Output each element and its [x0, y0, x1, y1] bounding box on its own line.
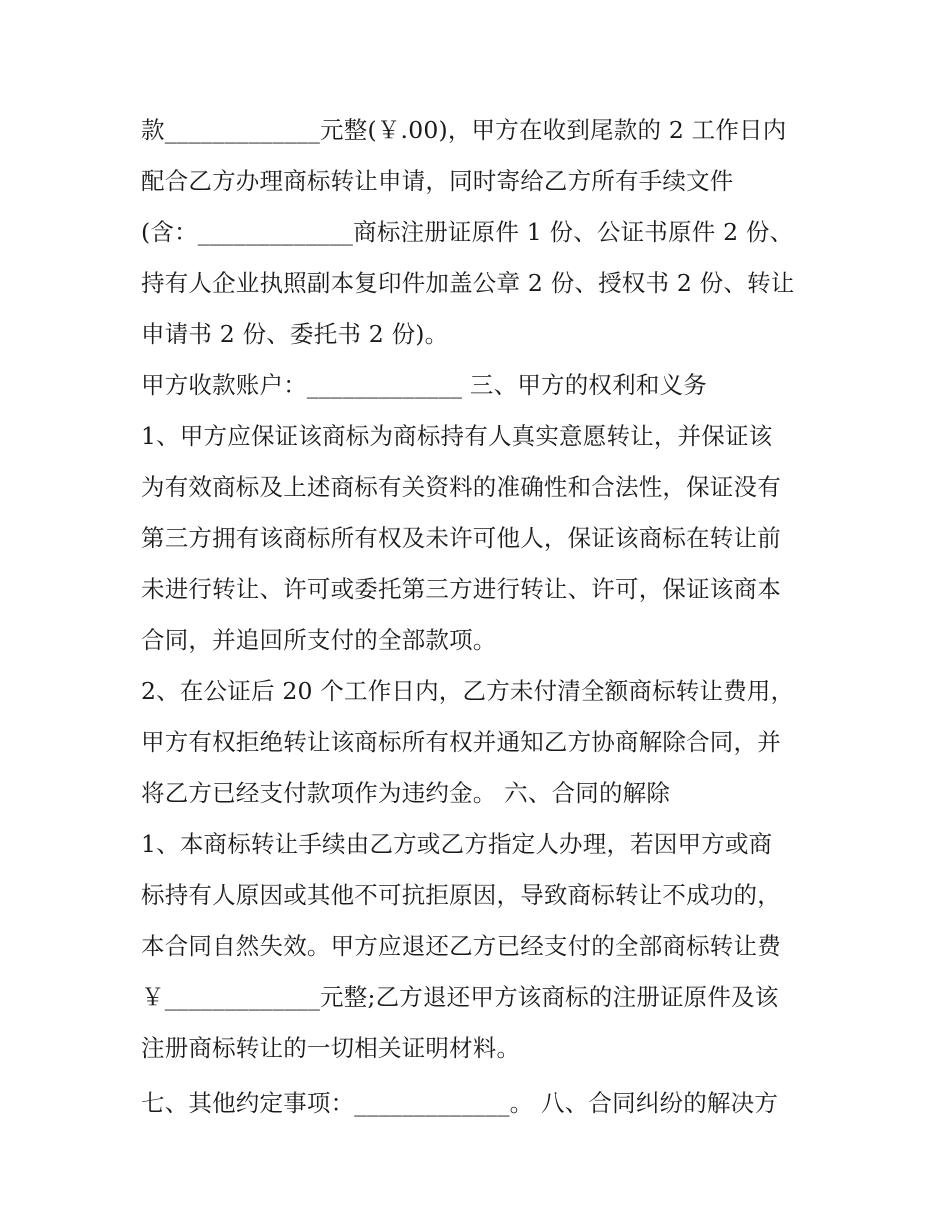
- text-line: 款_____________元整(￥.00)，甲方在收到尾款的 2 工作日内: [141, 116, 787, 144]
- text-line: 甲方有权拒绝转让该商标所有权并通知乙方协商解除合同，并: [141, 728, 781, 756]
- text-line: 2、在公证后 20 个工作日内，乙方未付清全额商标转让费用，: [141, 677, 795, 705]
- text-line: 配合乙方办理商标转让申请，同时寄给乙方所有手续文件: [141, 167, 734, 195]
- text-line: 合同，并追回所支付的全部款项。: [141, 626, 497, 654]
- text-line: 持有人企业执照副本复印件加盖公章 2 份、授权书 2 份、转让: [141, 269, 795, 297]
- text-line: 甲方收款账户：_____________ 三、甲方的权利和义务: [141, 371, 707, 399]
- text-line: (含：_____________商标注册证原件 1 份、公证书原件 2 份、: [141, 218, 794, 246]
- text-line: 1、甲方应保证该商标为商标持有人真实意愿转让，并保证该: [141, 422, 773, 450]
- text-line: 本合同自然失效。甲方应退还乙方已经支付的全部商标转让费: [141, 932, 781, 960]
- text-line: 为有效商标及上述商标有关资料的准确性和合法性，保证没有: [141, 473, 781, 501]
- document-body: [141, 108, 831, 1132]
- text-line: 1、本商标转让手续由乙方或乙方指定人办理，若因甲方或商: [141, 830, 773, 858]
- text-line: 标持有人原因或其他不可抗拒原因，导致商标转让不成功的，: [141, 881, 781, 909]
- text-line: 第三方拥有该商标所有权及未许可他人，保证该商标在转让前: [141, 524, 781, 552]
- text-line: 将乙方已经支付款项作为违约金。 六、合同的解除: [141, 779, 671, 807]
- text-line: 注册商标转让的一切相关证明材料。: [141, 1034, 521, 1062]
- text-line: 申请书 2 份、委托书 2 份)。: [141, 320, 449, 348]
- text-line: 七、其他约定事项：_____________。 八、合同纠纷的解决方: [141, 1089, 779, 1117]
- text-line: ￥_____________元整;乙方退还甲方该商标的注册证原件及该: [141, 983, 779, 1011]
- text-line: 未进行转让、许可或委托第三方进行转让、许可，保证该商本: [141, 575, 781, 603]
